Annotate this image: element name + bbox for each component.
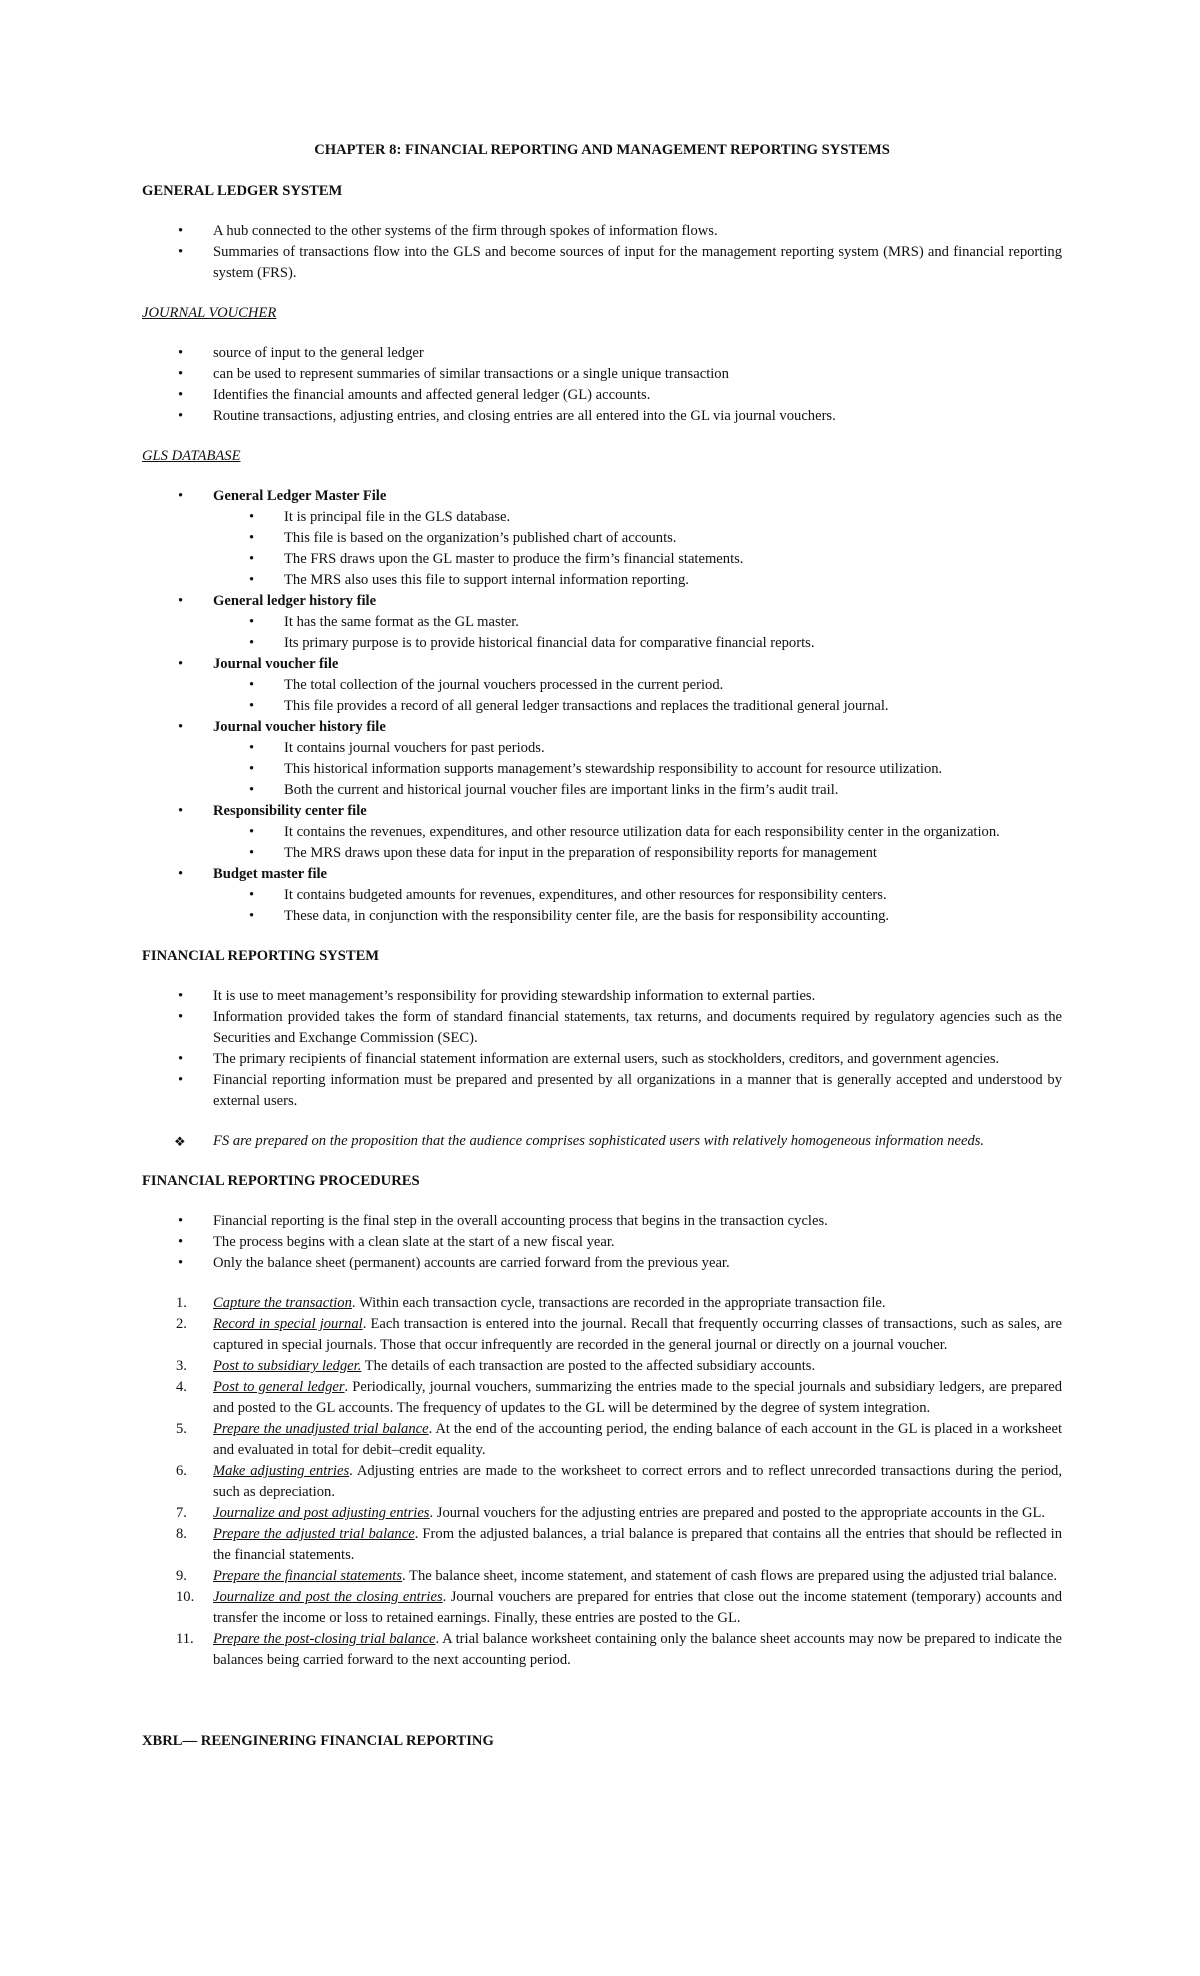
frp-heading: FINANCIAL REPORTING PROCEDURES — [142, 1173, 420, 1189]
step-text: The details of each transaction are posted to the affected subsidiary accounts. — [361, 1358, 816, 1374]
step-title: Prepare the post-closing trial balance — [213, 1631, 436, 1647]
list-item: • Only the balance sheet (permanent) accounts are carried forward from the previous year. — [142, 1253, 1062, 1274]
list-item: • This file is based on the organization’s published chart of accounts. — [213, 528, 1062, 549]
list-item: • Financial reporting is the final step in the overall accounting process that begins in the transaction cycles. — [142, 1211, 1062, 1232]
list-item: • The process begins with a clean slate at the start of a new fiscal year. — [142, 1232, 1062, 1253]
step-item — [142, 1524, 1062, 1566]
step-item — [142, 1566, 1062, 1587]
step-text: . At the end of the accounting period, the ending balance of each account in the GL is placed in a worksheet and evaluated in total for debit–credit equality. — [213, 1421, 1063, 1458]
gls-database-heading: GLS DATABASE — [142, 448, 241, 464]
frp-bullet-list — [142, 1211, 1062, 1274]
list-item: • These data, in conjunction with the responsibility center file, are the basis for responsibility accounting. — [213, 906, 1062, 927]
chapter-title: CHAPTER 8: FINANCIAL REPORTING AND MANAGEMENT REPORTING SYSTEMS — [314, 142, 890, 158]
step-item — [142, 1629, 1062, 1671]
journal-voucher-bullet-list — [142, 343, 1062, 427]
step-title: Prepare the adjusted trial balance — [213, 1526, 415, 1542]
step-text: . A trial balance worksheet containing only the balance sheet accounts may now be prepared to indicate the balances being carried forward to the next accounting period. — [213, 1631, 1063, 1668]
step-title: Post to general ledger — [213, 1379, 345, 1395]
frs-note-text: FS are prepared on the proposition that the audience comprises sophisticated users with relatively homogeneous information needs. — [213, 1133, 985, 1149]
list-item: • source of input to the general ledger — [142, 343, 1062, 364]
frs-heading: FINANCIAL REPORTING SYSTEM — [142, 948, 380, 964]
diamond-bullet-icon: ❖ — [174, 1134, 186, 1149]
list-item: • Identifies the financial amounts and affected general ledger (GL) accounts. — [142, 385, 1062, 406]
list-item: • It is principal file in the GLS database. — [213, 507, 1062, 528]
step-text: . Each transaction is entered into the journal. Recall that frequently occurring classes of transactions, such as sales, are captured in special journals. Those that occur infrequently are recorded in the general journal or directly on a journal voucher. — [213, 1316, 1062, 1353]
step-number: 11. — [176, 1631, 194, 1647]
list-item: • Summaries of transactions flow into the GLS and become sources of input for the management reporting system (MRS) and financial reporting system (FRS). — [142, 242, 1062, 284]
step-item — [142, 1461, 1062, 1503]
step-text: . From the adjusted balances, a trial balance is prepared that contains all the entries that should be reflected in the financial statements. — [213, 1526, 1062, 1563]
database-file-item — [142, 801, 1062, 864]
frs-note — [142, 1131, 1062, 1152]
database-file-title: • Responsibility center file — [213, 803, 367, 819]
list-item: • Its primary purpose is to provide historical financial data for comparative financial reports. — [213, 633, 1062, 654]
database-file-item — [142, 486, 1062, 591]
step-title: Capture the transaction — [213, 1295, 352, 1311]
step-item — [142, 1314, 1062, 1356]
list-item: • It contains journal vouchers for past periods. — [213, 738, 1062, 759]
step-text: . Periodically, journal vouchers, summarizing the entries made to the special journals and subsidiary ledgers, are prepared and posted to the GL accounts. The frequency of updates to the GL will be determined by the degree of system integration. — [213, 1379, 1062, 1416]
document-content — [142, 140, 1062, 1771]
xbrl-heading: XBRL— REENGINERING FINANCIAL REPORTING — [142, 1733, 494, 1749]
step-title: Record in special journal — [213, 1316, 363, 1332]
list-item: • This file provides a record of all general ledger transactions and replaces the traditional general journal. — [213, 696, 1062, 717]
step-number: 7. — [176, 1505, 187, 1521]
database-file-item — [142, 717, 1062, 801]
step-item — [142, 1356, 1062, 1377]
step-item — [142, 1419, 1062, 1461]
step-number: 9. — [176, 1568, 187, 1584]
database-file-points — [213, 507, 1062, 591]
list-item: • The MRS also uses this file to support internal information reporting. — [213, 570, 1062, 591]
gls-database-file-list — [142, 486, 1062, 927]
database-file-title: • General Ledger Master File — [213, 488, 387, 504]
database-file-item — [142, 864, 1062, 927]
database-file-title: • Journal voucher file — [213, 656, 339, 672]
step-number: 2. — [176, 1316, 187, 1332]
database-file-points — [213, 675, 1062, 717]
database-file-item — [142, 591, 1062, 654]
gls-heading: GENERAL LEDGER SYSTEM — [142, 183, 343, 199]
list-item: • This historical information supports management’s stewardship responsibility to account for resource utilization. — [213, 759, 1062, 780]
list-item: • Routine transactions, adjusting entries, and closing entries are all entered into the GL via journal vouchers. — [142, 406, 1062, 427]
database-file-title: • General ledger history file — [213, 593, 377, 609]
step-number: 10. — [176, 1589, 195, 1605]
step-title: Prepare the unadjusted trial balance — [213, 1421, 429, 1437]
list-item: • can be used to represent summaries of similar transactions or a single unique transaction — [142, 364, 1062, 385]
step-title: Post to subsidiary ledger. — [213, 1358, 362, 1374]
database-file-points — [213, 822, 1062, 864]
list-item: • It contains the revenues, expenditures, and other resource utilization data for each responsibility center in the organization. — [213, 822, 1062, 843]
step-text: . Adjusting entries are made to the worksheet to correct errors and to reflect unrecorded transactions during the period, such as depreciation. — [213, 1463, 1062, 1500]
journal-voucher-heading: JOURNAL VOUCHER — [142, 305, 277, 321]
list-item: • It contains budgeted amounts for revenues, expenditures, and other resources for responsibility centers. — [213, 885, 1062, 906]
gls-bullet-list — [142, 221, 1062, 284]
step-title: Journalize and post the closing entries — [213, 1589, 443, 1605]
step-item — [142, 1377, 1062, 1419]
list-item: • It is use to meet management’s responsibility for providing stewardship information to external parties. — [142, 986, 1062, 1007]
step-title: Prepare the financial statements — [213, 1568, 403, 1584]
list-item: • Both the current and historical journal voucher files are important links in the firm’s audit trail. — [213, 780, 1062, 801]
frp-steps-list — [142, 1293, 1062, 1671]
database-file-points — [213, 885, 1062, 927]
list-item: • The total collection of the journal vouchers processed in the current period. — [213, 675, 1062, 696]
list-item: • The MRS draws upon these data for input in the preparation of responsibility reports for management — [213, 843, 1062, 864]
step-text: . Within each transaction cycle, transactions are recorded in the appropriate transaction file. — [351, 1295, 886, 1311]
database-file-points — [213, 738, 1062, 801]
step-title: Journalize and post adjusting entries — [213, 1505, 430, 1521]
database-file-item — [142, 654, 1062, 717]
step-number: 1. — [176, 1295, 187, 1311]
step-number: 4. — [176, 1379, 187, 1395]
list-item: • Information provided takes the form of standard financial statements, tax returns, and documents required by regulatory agencies such as the Securities and Exchange Commission (SEC). — [142, 1007, 1062, 1049]
list-item: • The FRS draws upon the GL master to produce the firm’s financial statements. — [213, 549, 1062, 570]
list-item: • It has the same format as the GL master. — [213, 612, 1062, 633]
list-item: • The primary recipients of financial statement information are external users, such as stockholders, creditors, and government agencies. — [142, 1049, 1062, 1070]
step-number: 5. — [176, 1421, 187, 1437]
step-number: 3. — [176, 1358, 187, 1374]
step-title: Make adjusting entries — [213, 1463, 350, 1479]
step-number: 8. — [176, 1526, 187, 1542]
database-file-title: • Journal voucher history file — [213, 719, 386, 735]
database-file-title: • Budget master file — [213, 866, 328, 882]
step-text: . Journal vouchers are prepared for entries that close out the income statement (temporary) accounts and transfer the income or loss to retained earnings. Finally, these entries are posted to the GL. — [213, 1589, 1062, 1626]
step-text: . The balance sheet, income statement, and statement of cash flows are prepared using the adjusted trial balance. — [402, 1568, 1057, 1584]
step-item — [142, 1587, 1062, 1629]
database-file-points — [213, 612, 1062, 654]
step-item — [142, 1503, 1062, 1524]
step-number: 6. — [176, 1463, 187, 1479]
list-item: • Financial reporting information must be prepared and presented by all organizations in a manner that is generally accepted and understood by external users. — [142, 1070, 1062, 1112]
list-item: • A hub connected to the other systems of the firm through spokes of information flows. — [142, 221, 1062, 242]
step-item — [142, 1293, 1062, 1314]
step-text: . Journal vouchers for the adjusting entries are prepared and posted to the appropriate accounts in the GL. — [429, 1505, 1046, 1521]
frs-bullet-list — [142, 986, 1062, 1112]
